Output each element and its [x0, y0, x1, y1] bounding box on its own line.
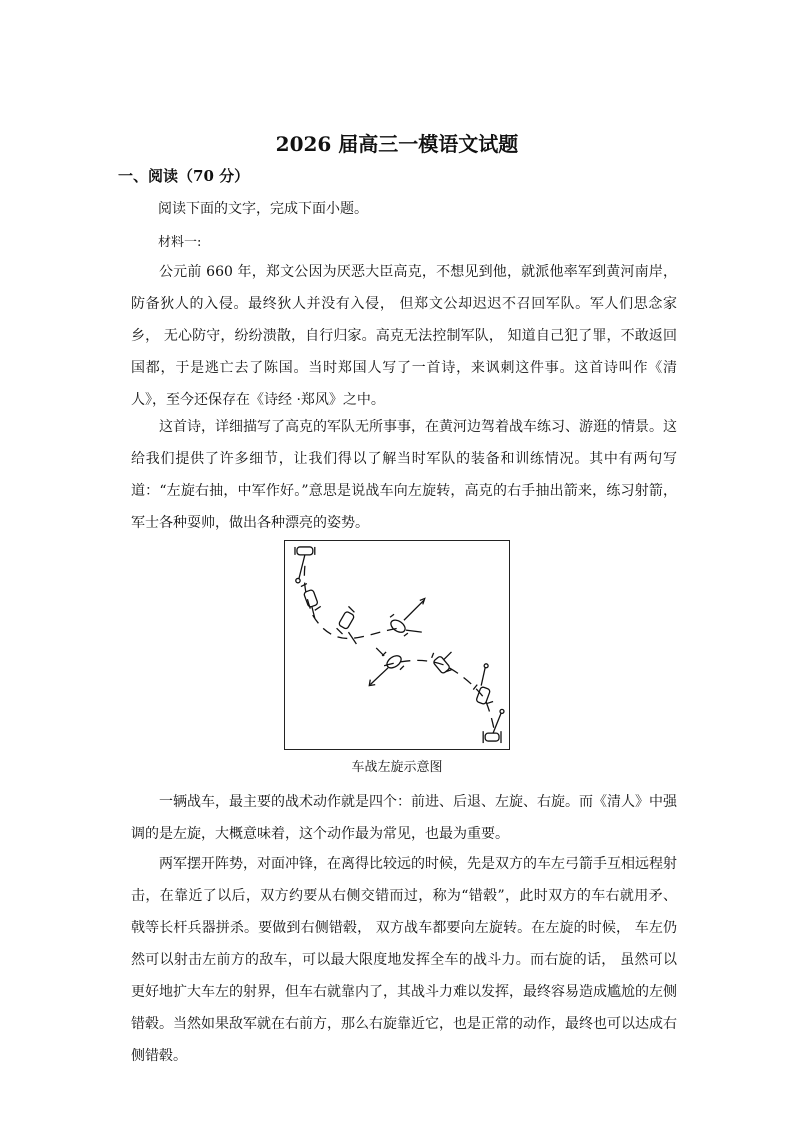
- paragraph-4: 两军摆开阵势，对面冲锋，在离得比较远的时候，先是双方的车左弓箭手互相远程射击，在靠近了以后，双方约要从右侧交错而过，称为“错毂”，此时双方的车右就用矛、戟等长杆兵器拼杀。要做到右侧错毂， 双方战车都要向左旋转。在左旋的时候， 车左仍然可以射击左前方的敌车，可以最大限度地发挥全车的战斗力。而右旋的话， 虽然可以更好地扩大车左的射界，但车右就靠内了，其战斗力难以发挥，最终容易造成尴尬的左侧错毂。当然如果敌军就在右前方，那么右旋靠近它，也是正常的动作，最终也可以达成右侧错毂。: [131, 856, 677, 1064]
- chariot-diagram: [284, 540, 510, 750]
- page-title: 2026 届高三一模语文试题: [275, 132, 519, 156]
- paragraph-2: 这首诗，详细描写了高克的军队无所事事，在黄河边驾着战车练习、游逛的情景。这给我们提供了许多细节，让我们得以了解当时军队的装备和训练情况。其中有两句写道：“左旋右抽，中军作好。”意思是说战车向左旋转，高克的右手抽出箭来，练习射箭，军士各种耍帅，做出各种漂亮的姿势。: [131, 419, 677, 531]
- paragraph-1: 公元前 660 年，郑文公因为厌恶大臣高克，不想见到他，就派他率军到黄河南岸，防备狄人的入侵。最终狄人并没有入侵， 但郑文公却迟迟不召回军队。军人们思念家乡， 无心防守，纷纷溃散，自行归家。高克无法控制军队， 知道自己犯了罪，不敢返回国都，于是逃亡去了陈国。当时郑国人写了一首诗，来讽刺这件事。这首诗叫作《清人》，至今还保存在《诗经 ·郑风》之中。: [131, 264, 677, 408]
- figure-caption: 车战左旋示意图: [351, 760, 443, 775]
- material-label: 材料一:: [158, 235, 202, 250]
- instruction-text: 阅读下面的文字，完成下面小题。: [158, 201, 368, 217]
- section-heading: 一、阅读（70 分）: [118, 167, 250, 185]
- paragraph-3: 一辆战车，最主要的战术动作就是四个：前进、后退、左旋、右旋。而《清人》中强调的是左旋，大概意味着，这个动作最为常见，也最为重要。: [131, 794, 677, 842]
